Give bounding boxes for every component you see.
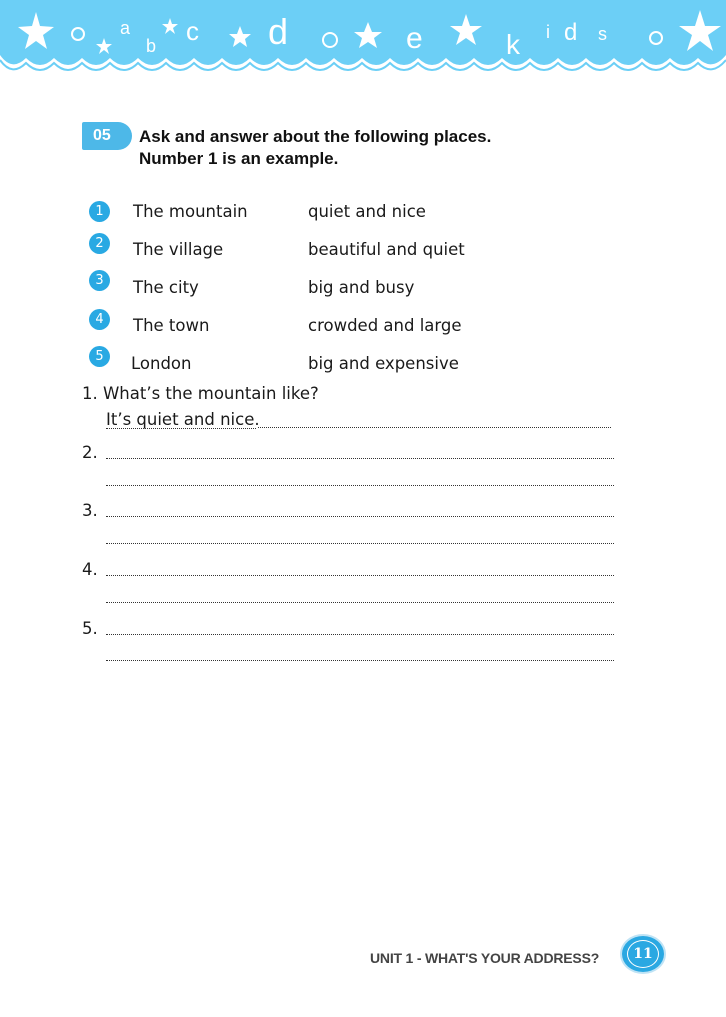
answer-line[interactable] bbox=[106, 485, 614, 486]
answer-line[interactable] bbox=[106, 458, 614, 459]
banner-letter-e: e bbox=[406, 22, 423, 55]
item-description: beautiful and quiet bbox=[308, 240, 465, 259]
banner-letter-d: d bbox=[268, 11, 289, 52]
item-place: The mountain bbox=[133, 202, 248, 221]
item-description: quiet and nice bbox=[308, 202, 426, 221]
line-number: 4. bbox=[82, 560, 98, 579]
example-answer-line bbox=[258, 427, 611, 428]
item-place: London bbox=[131, 354, 192, 373]
answer-line[interactable] bbox=[106, 516, 614, 517]
item-place: The town bbox=[133, 316, 210, 335]
answer-line[interactable] bbox=[106, 575, 614, 576]
banner-letter-k: k bbox=[506, 29, 520, 60]
banner-letter-b: b bbox=[146, 36, 157, 56]
example-answer-underline bbox=[106, 428, 256, 429]
header-banner bbox=[0, 0, 726, 80]
answer-line[interactable] bbox=[106, 660, 614, 661]
unit-title: UNIT 1 - WHAT'S YOUR ADDRESS? bbox=[370, 950, 600, 966]
item-number-badge: 5 bbox=[89, 346, 110, 367]
item-description: crowded and large bbox=[308, 316, 462, 335]
item-place: The village bbox=[133, 240, 224, 259]
page-number-badge bbox=[620, 934, 666, 974]
banner-letter-i: i bbox=[546, 22, 550, 42]
banner-graphic bbox=[0, 0, 726, 80]
line-number: 5. bbox=[82, 619, 98, 638]
item-number-badge: 3 bbox=[89, 270, 110, 291]
answer-line[interactable] bbox=[106, 634, 614, 635]
banner-letter-d2: d bbox=[564, 19, 578, 46]
page-number: 11 bbox=[627, 940, 659, 968]
answer-line[interactable] bbox=[106, 602, 614, 603]
example-question: 1. What’s the mountain like? bbox=[82, 384, 319, 403]
item-description: big and expensive bbox=[308, 354, 459, 373]
item-place: The city bbox=[133, 278, 199, 297]
exercise-number-badge: 05 bbox=[82, 122, 132, 150]
item-number-badge: 2 bbox=[89, 233, 110, 254]
banner-letter-c: c bbox=[186, 16, 199, 46]
banner-letter-a: a bbox=[120, 18, 131, 38]
banner-letter-s: s bbox=[598, 24, 607, 44]
item-number-badge: 4 bbox=[89, 309, 110, 330]
line-number: 2. bbox=[82, 443, 98, 462]
answer-line[interactable] bbox=[106, 543, 614, 544]
instruction-line-1: Ask and answer about the following places. bbox=[139, 127, 492, 146]
item-number-badge: 1 bbox=[89, 201, 110, 222]
line-number: 3. bbox=[82, 501, 98, 520]
instruction-line-2: Number 1 is an example. bbox=[139, 149, 339, 168]
item-description: big and busy bbox=[308, 278, 415, 297]
example-answer: It’s quiet and nice. bbox=[106, 410, 260, 429]
